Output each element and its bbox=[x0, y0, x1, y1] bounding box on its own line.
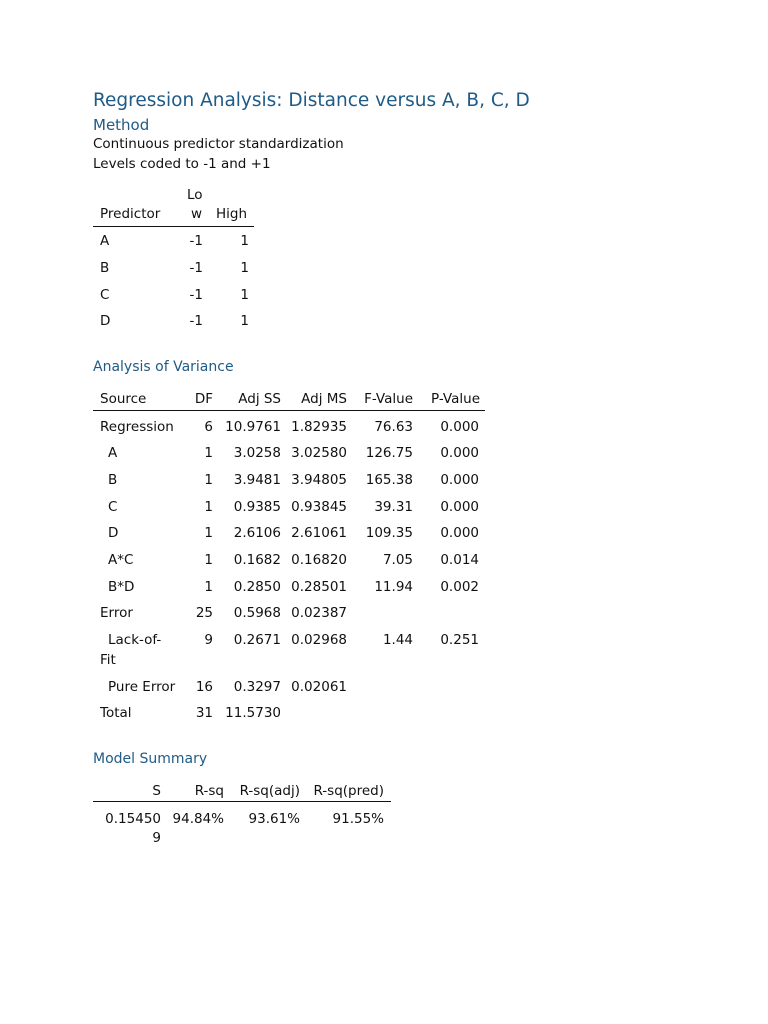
anova-row-df: 16 bbox=[195, 679, 213, 695]
anova-row-adj-ms: 1.82935 bbox=[291, 419, 347, 435]
anova-header-rule bbox=[93, 410, 485, 411]
anova-row-adj-ms: 0.02968 bbox=[291, 632, 347, 648]
model-summary-rsq-value: 94.84% bbox=[172, 811, 224, 827]
anova-row-source: A bbox=[108, 445, 118, 461]
anova-row-p-value: 0.000 bbox=[440, 419, 479, 435]
low-header-line1: Lo bbox=[187, 187, 203, 203]
anova-row-f-value: 109.35 bbox=[365, 525, 413, 541]
anova-row-adj-ms: 3.02580 bbox=[291, 445, 347, 461]
anova-row-adj-ss: 10.9761 bbox=[225, 419, 281, 435]
model-summary-header-s: S bbox=[152, 783, 161, 799]
anova-row-p-value: 0.002 bbox=[440, 579, 479, 595]
predictor-row-d-low: -1 bbox=[189, 313, 203, 329]
predictor-row-a-low: -1 bbox=[189, 233, 203, 249]
predictor-row-d-name: D bbox=[100, 313, 111, 329]
anova-row-f-value: 126.75 bbox=[365, 445, 413, 461]
anova-row-source: Error bbox=[100, 605, 133, 621]
anova-row-source: Total bbox=[100, 705, 132, 721]
anova-row-df: 25 bbox=[195, 605, 213, 621]
anova-row-f-value: 1.44 bbox=[382, 632, 413, 648]
anova-row-df: 1 bbox=[204, 525, 213, 541]
anova-row-adj-ss: 11.5730 bbox=[225, 705, 281, 721]
model-summary-header-rsq: R-sq bbox=[194, 783, 224, 799]
anova-row-adj-ms: 0.16820 bbox=[291, 552, 347, 568]
model-summary-s-value-continued: 9 bbox=[152, 830, 161, 846]
predictor-row-a-name: A bbox=[100, 233, 110, 249]
anova-row-source: B*D bbox=[108, 579, 135, 595]
anova-row-p-value: 0.000 bbox=[440, 499, 479, 515]
model-summary-rsq-pred-value: 91.55% bbox=[332, 811, 384, 827]
anova-heading: Analysis of Variance bbox=[93, 359, 234, 375]
anova-row-source: Pure Error bbox=[108, 679, 176, 695]
method-line-levels: Levels coded to -1 and +1 bbox=[93, 156, 271, 172]
anova-header-p-value: P-Value bbox=[431, 391, 480, 407]
anova-row-df: 1 bbox=[204, 445, 213, 461]
anova-row-p-value: 0.000 bbox=[440, 525, 479, 541]
method-heading: Method bbox=[93, 116, 150, 134]
anova-row-source-continued: Fit bbox=[100, 652, 116, 668]
anova-row-source: Lack-of- bbox=[108, 632, 162, 648]
anova-row-source: D bbox=[108, 525, 119, 541]
predictor-row-c-low: -1 bbox=[189, 287, 203, 303]
anova-header-adj-ms: Adj MS bbox=[301, 391, 347, 407]
anova-header-df: DF bbox=[194, 391, 213, 407]
anova-row-f-value: 39.31 bbox=[374, 499, 413, 515]
anova-row-p-value: 0.000 bbox=[440, 472, 479, 488]
anova-row-adj-ss: 0.1682 bbox=[233, 552, 281, 568]
model-summary-header-rule bbox=[93, 801, 391, 802]
anova-row-df: 1 bbox=[204, 499, 213, 515]
predictor-row-c-name: C bbox=[100, 287, 110, 303]
anova-row-df: 1 bbox=[204, 472, 213, 488]
anova-row-source: B bbox=[108, 472, 118, 488]
anova-row-source: A*C bbox=[108, 552, 134, 568]
anova-row-adj-ss: 0.3297 bbox=[233, 679, 281, 695]
high-header: High bbox=[216, 206, 248, 222]
anova-row-adj-ms: 2.61061 bbox=[291, 525, 347, 541]
page-title: Regression Analysis: Distance versus A, B, C, D bbox=[93, 90, 530, 111]
anova-row-adj-ms: 0.93845 bbox=[291, 499, 347, 515]
anova-row-adj-ss: 0.5968 bbox=[233, 605, 281, 621]
predictor-row-b-low: -1 bbox=[189, 260, 203, 276]
anova-row-df: 1 bbox=[204, 552, 213, 568]
predictor-row-b-name: B bbox=[100, 260, 110, 276]
model-summary-header-rsq-pred: R-sq(pred) bbox=[313, 783, 384, 799]
anova-row-adj-ms: 0.02061 bbox=[291, 679, 347, 695]
model-summary-heading: Model Summary bbox=[93, 751, 208, 767]
anova-row-adj-ss: 3.0258 bbox=[233, 445, 281, 461]
low-header-line2: w bbox=[191, 206, 203, 222]
anova-header-adj-ss: Adj SS bbox=[238, 391, 281, 407]
model-summary-s-value: 0.15450 bbox=[105, 811, 161, 827]
anova-row-p-value: 0.000 bbox=[440, 445, 479, 461]
anova-row-adj-ss: 2.6106 bbox=[233, 525, 281, 541]
anova-row-adj-ss: 0.9385 bbox=[233, 499, 281, 515]
predictor-row-b-high: 1 bbox=[240, 260, 249, 276]
anova-row-adj-ss: 0.2671 bbox=[233, 632, 281, 648]
anova-header-source: Source bbox=[100, 391, 147, 407]
predictor-table-header-rule bbox=[93, 226, 254, 227]
anova-row-df: 9 bbox=[204, 632, 213, 648]
anova-row-adj-ms: 3.94805 bbox=[291, 472, 347, 488]
anova-row-adj-ms: 0.02387 bbox=[291, 605, 347, 621]
anova-row-df: 1 bbox=[204, 579, 213, 595]
anova-row-f-value: 11.94 bbox=[374, 579, 413, 595]
anova-row-adj-ss: 0.2850 bbox=[233, 579, 281, 595]
predictor-row-c-high: 1 bbox=[240, 287, 249, 303]
anova-row-source: C bbox=[108, 499, 118, 515]
anova-row-f-value: 76.63 bbox=[374, 419, 413, 435]
model-summary-rsq-adj-value: 93.61% bbox=[248, 811, 300, 827]
anova-row-adj-ms: 0.28501 bbox=[291, 579, 347, 595]
anova-row-p-value: 0.014 bbox=[440, 552, 479, 568]
anova-row-f-value: 7.05 bbox=[382, 552, 413, 568]
anova-row-adj-ss: 3.9481 bbox=[233, 472, 281, 488]
anova-row-f-value: 165.38 bbox=[365, 472, 413, 488]
model-summary-header-rsq-adj: R-sq(adj) bbox=[239, 783, 300, 799]
anova-header-f-value: F-Value bbox=[364, 391, 413, 407]
predictor-row-d-high: 1 bbox=[240, 313, 249, 329]
anova-row-df: 6 bbox=[204, 419, 213, 435]
predictor-header: Predictor bbox=[100, 206, 161, 222]
anova-row-source: Regression bbox=[100, 419, 174, 435]
predictor-row-a-high: 1 bbox=[240, 233, 249, 249]
anova-row-p-value: 0.251 bbox=[440, 632, 479, 648]
method-line-standardization: Continuous predictor standardization bbox=[93, 136, 344, 152]
anova-row-df: 31 bbox=[195, 705, 213, 721]
